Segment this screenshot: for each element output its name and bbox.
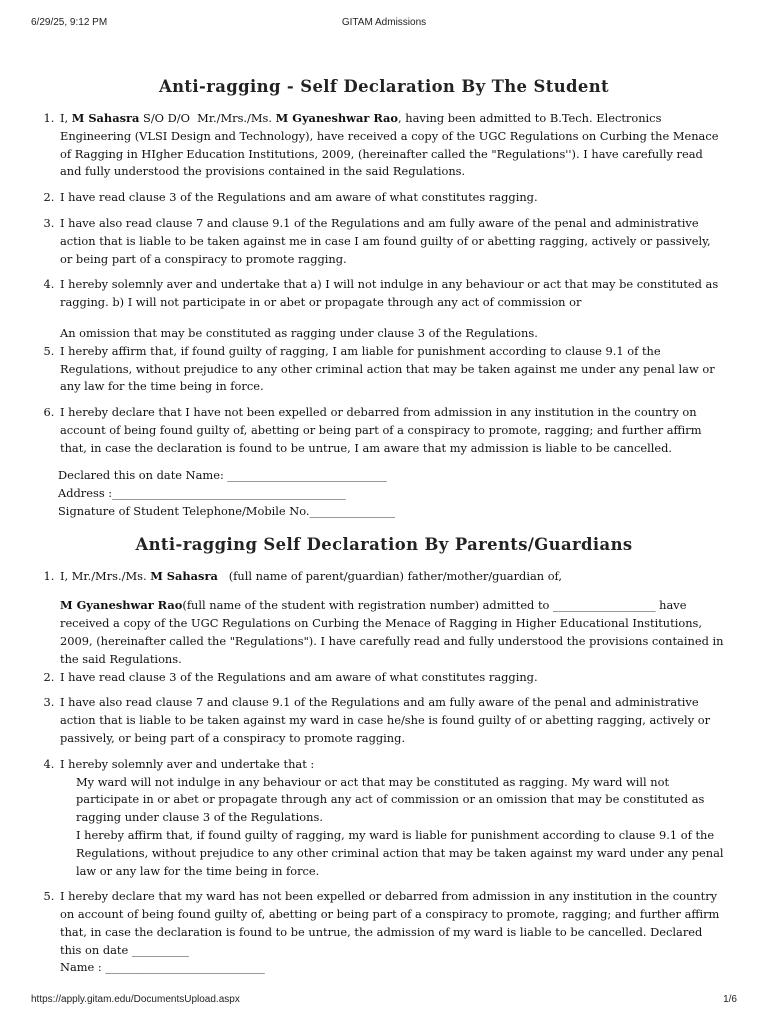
parent-item-4 [58, 756, 724, 881]
parent-item-4-sub-1: My ward will not indulge in any behaviour or act that may be constituted as ragging. My ward will not participate in or abet or propagate through any act of commission or an omission that may be constituted as ragging under clause 3 of the Regulations. [76, 774, 705, 825]
parent-item-5 [58, 888, 724, 977]
student-item-4 [58, 276, 724, 342]
student-item-3: 3. I have also read clause 7 and clause 9.1 of the Regulations and am fully aware of the penal and administrative action that is liable to be taken against me in case I am found guilty of or abetting ragging, actively or passively, or being part of a conspiracy to promote ragging. [58, 215, 724, 268]
print-footer [0, 994, 768, 1008]
parent-item-4-text: I hereby solemnly aver and undertake that : [60, 756, 315, 771]
student-item-5: 5. I hereby affirm that, if found guilty of ragging, I am liable for punishment according to clause 9.1 of the Regulations, without prejudice to any other criminal action that may be taken against me under any penal law or any law for the time being in force. [58, 343, 724, 396]
print-datetime: 6/29/25, 9:12 PM [31, 17, 108, 28]
student-name: M Sahasra [71, 111, 140, 125]
student-item-4-text: I hereby solemnly aver and undertake that a) I will not indulge in any behaviour or act that may be constituted as ragging. b) I will not participate in or abet or propagate through any act of commission or [60, 277, 719, 310]
student-declaration-list [0, 110, 768, 458]
parent-item-1-cont [60, 597, 724, 668]
parent-item-1-prefix: I, Mr./Mrs./Ms. [60, 568, 151, 583]
parent-item-1 [58, 568, 724, 669]
address-line: Address :_________________________________________ [58, 485, 346, 500]
student-item-1-mid: S/O D/O Mr./Mrs./Ms. [139, 111, 276, 125]
parent-item-1-rest: (full name of parent/guardian) father/mother/guardian of, [217, 568, 562, 583]
print-url: https://apply.gitam.edu/DocumentsUpload.aspx [31, 994, 240, 1005]
parent-item-3: 3. I have also read clause 7 and clause 9.1 of the Regulations and am fully aware of the penal and administrative action that is liable to be taken against my ward in case he/she is found guilty of or abetting ragging, actively or passively, or being part of a conspiracy to promote ragging. [58, 694, 724, 747]
print-page-number: 1/6 [723, 994, 737, 1005]
student-parent-name: M Gyaneshwar Rao [275, 111, 399, 125]
student-item-6: 6. I hereby declare that I have not been expelled or debarred from admission in any institution in the country on account of being found guilty of, abetting or being part of a conspiracy to promote, ragging; and further affirm that, in case the declaration is found to be untrue, I am aware that my admission is liable to be cancelled. [58, 404, 724, 457]
parent-name: M Sahasra [150, 568, 218, 583]
parent-name-line: Name : ____________________________ [60, 960, 265, 975]
parent-item-5-text: I hereby declare that my ward has not been expelled or debarred from admission in any institution in the country on account of being found guilty of, abetting or being part of a conspiracy to promote, ragging; and further affirm that, in case the declaration is found to be untrue, the admission of my ward is liable to be cancelled. Declared this on date __________ [60, 889, 720, 957]
signature-line: Signature of Student Telephone/Mobile No._______________ [58, 503, 395, 518]
ward-name: M Gyaneshwar Rao [60, 598, 183, 613]
declared-name-line: Declared this on date Name: ____________________________ [58, 467, 387, 482]
parent-item-4-sub-2: I hereby affirm that, if found guilty of ragging, my ward is liable for punishment according to clause 9.1 of the Regulations, without prejudice to any other criminal action that may be taken against my ward under any penal law or any law for the time being in force. [76, 827, 724, 878]
parent-item-2: 2. I have read clause 3 of the Regulations and am aware of what constitutes ragging. [58, 669, 724, 687]
document-content [0, 76, 768, 977]
student-declaration-title: Anti-ragging - Self Declaration By The Student [159, 77, 609, 96]
student-item-2: 2. I have read clause 3 of the Regulations and am aware of what constitutes ragging. [58, 189, 724, 207]
student-declaration-fields [58, 466, 768, 520]
parent-declaration-title: Anti-ragging Self Declaration By Parents/Guardians [135, 534, 633, 554]
student-item-1 [58, 110, 724, 181]
print-page-title: GITAM Admissions [341, 17, 427, 28]
student-item-4-cont: An omission that may be constituted as ragging under clause 3 of the Regulations. [60, 325, 538, 340]
student-item-1-prefix: I, [60, 111, 72, 125]
parent-declaration-list [0, 568, 768, 978]
print-header [0, 17, 768, 31]
parent-item-1-cont-text: (full name of the student with registration number) admitted to __________________ have received a copy of the UGC Regulations on Curbing the Menace of Ragging in Higher Educational Institutions, 2009, (hereinafter called the "Regulations"). I have carefully read and fully understood the provisions contained in the said Regulations. [60, 598, 724, 666]
student-item-1-rest: , having been admitted to B.Tech. Electronics Engineering (VLSI Design and Technology), have received a copy of the UGC Regulations on Curbing the Menace of Ragging in HIgher Education Institutions, 2009, (hereinafter called the "Regulations''). I have carefully read and fully understood the provisions contained in the said Regulations. [60, 111, 719, 179]
